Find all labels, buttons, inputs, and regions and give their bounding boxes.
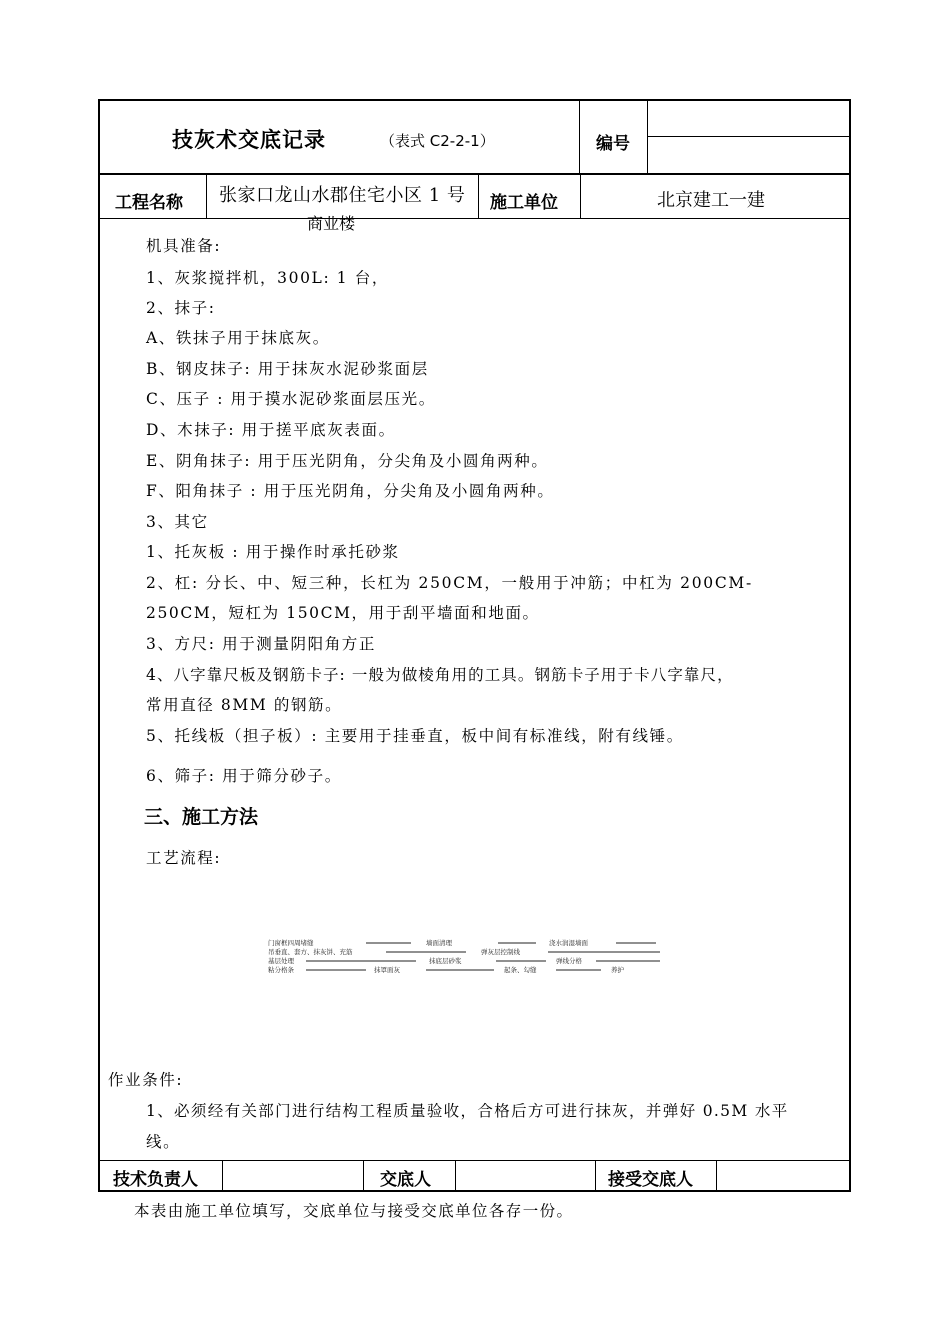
tech-lead-value[interactable] (230, 1165, 355, 1187)
flow-step: 养护 (611, 966, 624, 974)
condition-line: 1、必须经有关部门进行结构工程质量验收，合格后方可进行抹灰，并弹好 0.5M 水平 (146, 1102, 789, 1120)
section-title: 三、施工方法 (144, 806, 259, 828)
tech-lead-label: 技术负责人 (113, 1170, 198, 1190)
construction-unit-label: 施工单位 (490, 193, 558, 213)
flow-step: 基层处理 (268, 957, 294, 965)
flow-step: 弹灰层控制线 (481, 948, 520, 956)
discloser-label: 交底人 (380, 1170, 431, 1190)
footer-vline-5 (716, 1160, 717, 1192)
content-line: F、阳角抹子 : 用于压光阴角，分尖角及小圆角两种。 (146, 482, 555, 500)
number-field-line (648, 136, 851, 137)
construction-unit-value: 北京建工一建 (657, 190, 765, 211)
content-line: D、木抹子: 用于搓平底灰表面。 (146, 421, 396, 439)
project-name-cell (207, 175, 478, 233)
flow-step: 抹底层砂浆 (429, 957, 462, 965)
footer-top-divider (98, 1160, 851, 1161)
content-line: B、钢皮抹子: 用于抹灰水泥砂浆面层 (146, 360, 429, 378)
header-vline-2 (647, 99, 648, 174)
project-vline-2 (478, 174, 479, 219)
content-line: 1、托灰板 : 用于操作时承托砂浆 (146, 543, 400, 561)
number-value[interactable] (660, 142, 840, 162)
content-line: 常用直径 8MM 的钢筋。 (146, 696, 343, 714)
project-row-divider (98, 218, 851, 219)
flow-step: 门窗框四周堵缝 (268, 939, 314, 947)
flow-step: 抹罩面灰 (374, 966, 400, 974)
form-code: （表式 C2-2-1） (380, 132, 495, 150)
content-line: A、铁抹子用于抹底灰。 (146, 329, 330, 347)
content-line: 3、方尺: 用于测量阴阳角方正 (146, 635, 377, 653)
flow-step: 墙面清理 (426, 939, 452, 947)
project-name-label: 工程名称 (115, 193, 183, 213)
project-name-value-line1: 张家口龙山水郡住宅小区 1 号 (219, 185, 466, 206)
number-label: 编号 (596, 134, 630, 154)
content-line: 2、抹子: (146, 299, 216, 317)
process-label: 工艺流程: (146, 849, 222, 867)
process-flow-diagram (266, 938, 666, 974)
content-line: 250CM，短杠为 150CM，用于刮平墙面和地面。 (146, 604, 540, 622)
content-line: 2、杠: 分长、中、短三种，长杠为 250CM，一般用于冲筋；中杠为 200CM- (146, 574, 753, 592)
receiver-value[interactable] (722, 1165, 842, 1187)
discloser-value[interactable] (462, 1165, 587, 1187)
content-line: E、阴角抹子: 用于压光阴角，分尖角及小圆角两种。 (146, 452, 549, 470)
flow-step: 起条、勾缝 (504, 966, 537, 974)
flow-step: 粘分格条 (268, 966, 294, 974)
footer-vline-3 (455, 1160, 456, 1192)
content-line: C、压子 : 用于摸水泥砂浆面层压光。 (146, 390, 436, 408)
content-line: 1、灰浆搅拌机，300L: 1 台， (146, 269, 389, 287)
content-line: 6、筛子: 用于筛分砂子。 (146, 767, 342, 785)
content-line: 5、托线板（担子板）: 主要用于挂垂直，板中间有标准线，附有线锤。 (146, 727, 684, 745)
header-vline-1 (579, 99, 580, 174)
content-line: 机具准备: (146, 237, 222, 255)
content-line: 3、其它 (146, 513, 209, 531)
work-conditions-label: 作业条件: (108, 1071, 184, 1089)
project-name-value-line2: 商业楼 (307, 214, 356, 233)
flow-step: 吊垂直、套方、抹灰饼、充筋 (268, 948, 353, 956)
content-line: 4、八字靠尺板及钢筋卡子: 一般为做棱角用的工具。钢筋卡子用于卡八字靠尺， (146, 666, 734, 684)
flow-step: 浇水润湿墙面 (549, 939, 588, 947)
footer-vline-4 (595, 1160, 596, 1192)
condition-line: 线。 (146, 1133, 181, 1151)
form-title: 技灰术交底记录 (172, 128, 326, 152)
receiver-label: 接受交底人 (608, 1170, 693, 1190)
flow-step: 弹线分格 (556, 957, 582, 965)
footer-note: 本表由施工单位填写，交底单位与接受交底单位各存一份。 (134, 1202, 574, 1220)
footer-vline-2 (363, 1160, 364, 1192)
project-vline-3 (580, 174, 581, 219)
footer-vline-1 (222, 1160, 223, 1192)
